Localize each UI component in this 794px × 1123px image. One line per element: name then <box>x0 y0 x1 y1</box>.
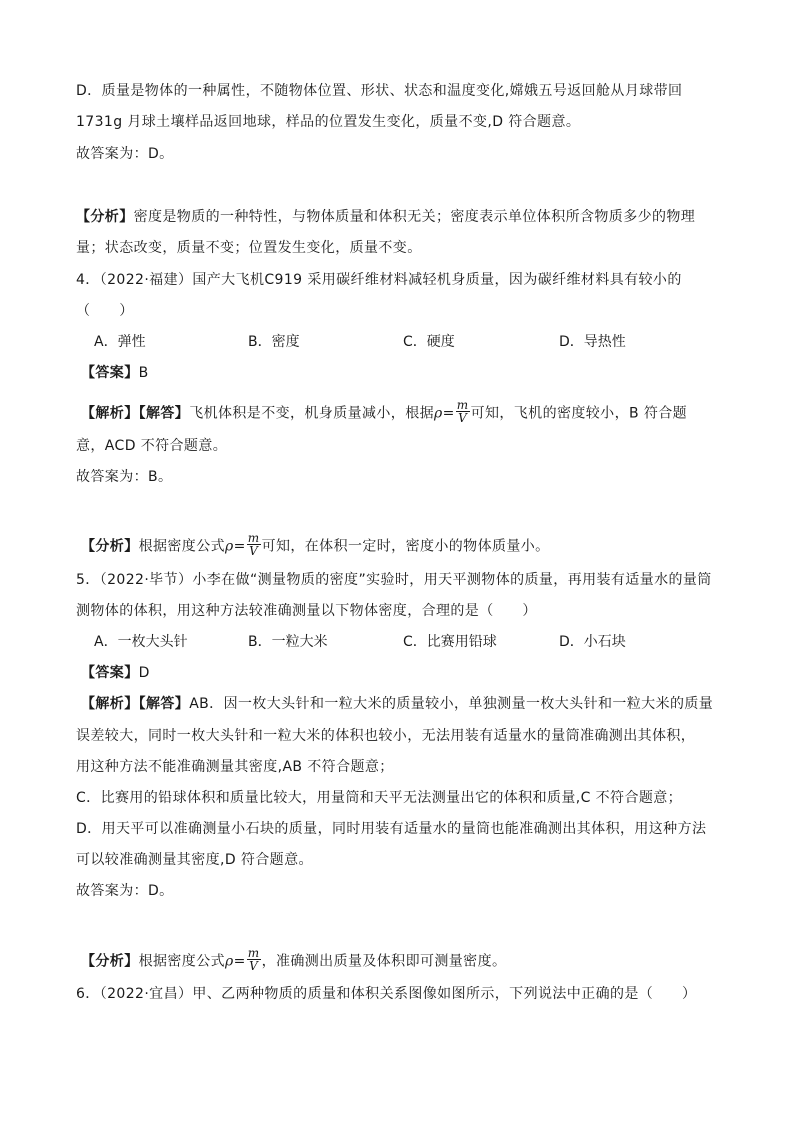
q3-option-d-line1: D．质量是物体的一种属性，不随物体位置、形状、状态和温度变化,嫦娥五号返回舱从月球带回 <box>76 83 683 99</box>
q4-option-b: B．密度 <box>248 334 300 350</box>
answer-tag: 【答案】 <box>81 365 139 381</box>
equals-sign: = <box>233 953 246 970</box>
fraction-denominator: V <box>458 411 468 425</box>
q4-analysis <box>81 531 550 558</box>
q3-analysis-line1 <box>76 207 695 227</box>
q5-option-c: C．比赛用铅球 <box>403 634 497 650</box>
fraction-numerator: m <box>247 531 260 545</box>
analysis-tag: 【分析】 <box>81 953 139 970</box>
analysis-tag: 【分析】 <box>76 209 134 225</box>
density-fraction <box>247 947 261 972</box>
jiexi-tag: 【解析】【解答】 <box>81 405 190 422</box>
q5-jiexi-line4: C．比赛用的铅球体积和质量比较大，用量筒和天平无法测量出它的体积和质量,C 不符合题意； <box>76 790 683 806</box>
q4-option-a: A．弹性 <box>94 334 146 350</box>
q5-option-b: B．一粒大米 <box>248 634 328 650</box>
density-symbol: ρ <box>434 405 443 422</box>
q5-jiexi-line5: D．用天平可以准确测量小石块的质量，同时用装有适量水的量筒也能准确测出其体积，用这种方法 <box>76 821 707 837</box>
q5-jiexi-line3: 用这种方法不能准确测量其密度,AB 不符合题意； <box>76 759 394 775</box>
q5-analysis <box>81 946 507 973</box>
q3-option-d-line2: 1731g 月球土壤样品返回地球，样品的位置发生变化，质量不变,D 符合题意。 <box>76 114 581 130</box>
jiexi-text-pre: 飞机体积是不变，机身质量减小，根据 <box>189 405 435 422</box>
fraction-denominator: V <box>249 959 259 973</box>
density-symbol: ρ <box>225 953 234 970</box>
q5-option-a: A．一枚大头针 <box>94 634 188 650</box>
q3-analysis-line2: 量；状态改变，质量不变；位置发生变化，质量不变。 <box>76 240 422 256</box>
equals-sign: = <box>442 405 455 422</box>
jiexi-tag: 【解析】【解答】 <box>81 696 190 712</box>
q4-jiexi-line1 <box>81 398 688 425</box>
density-symbol: ρ <box>225 538 234 555</box>
q5-jiexi-line6: 可以较准确测量其密度,D 符合题意。 <box>76 852 313 868</box>
analysis-text: 密度是物质的一种特性，与物体质量和体积无关；密度表示单位体积所含物质多少的物理 <box>133 209 696 225</box>
q5-option-d: D．小石块 <box>559 634 626 650</box>
analysis-text-pre: 根据密度公式 <box>138 538 226 555</box>
jiexi-text: AB．因一枚大头针和一粒大米的质量较小，单独测量一枚大头针和一粒大米的质量 <box>189 696 714 712</box>
analysis-tag: 【分析】 <box>81 538 139 555</box>
q4-jiexi-line2: 意，ACD 不符合题意。 <box>76 438 228 454</box>
answer-tag: 【答案】 <box>81 665 139 681</box>
q4-option-c: C．硬度 <box>403 334 455 350</box>
q4-stem-line1: 4．（2022·福建）国产大飞机C919 采用碳纤维材料减轻机身质量，因为碳纤维材料具有较小的 <box>76 272 682 288</box>
equals-sign: = <box>233 538 246 555</box>
density-fraction <box>247 532 261 557</box>
q5-jiexi-line1 <box>81 694 713 714</box>
jiexi-text-post: 可知，飞机的密度较小，B 符合题 <box>470 405 688 422</box>
q5-final-answer: 故答案为：D。 <box>76 883 174 899</box>
q4-answer <box>81 363 149 383</box>
fraction-denominator: V <box>249 544 259 558</box>
q5-stem-line2: 测物体的体积，用这种方法较准确测量以下物体密度，合理的是（ ） <box>76 603 537 619</box>
analysis-text-post: ，准确测出质量及体积即可测量密度。 <box>261 953 507 970</box>
answer-value: B <box>138 365 149 381</box>
q3-final-answer: 故答案为：D。 <box>76 146 174 162</box>
fraction-numerator: m <box>247 946 260 960</box>
q4-stem-line2: （ ） <box>76 303 134 319</box>
analysis-text-pre: 根据密度公式 <box>138 953 226 970</box>
q4-final-answer: 故答案为：B。 <box>76 469 173 485</box>
answer-value: D <box>138 665 150 681</box>
q5-answer <box>81 663 150 683</box>
analysis-text-post: 可知，在体积一定时，密度小的物体质量小。 <box>261 538 550 555</box>
density-fraction <box>456 399 470 424</box>
q6-stem-line1: 6．（2022·宜昌）甲、乙两种物质的质量和体积关系图像如图所示，下列说法中正确的是（ ） <box>76 986 697 1002</box>
q5-jiexi-line2: 误差较大，同时一枚大头针和一粒大米的体积也较小，无法用装有适量水的量筒准确测出其体积， <box>76 728 696 744</box>
q4-option-d: D．导热性 <box>559 334 626 350</box>
q5-stem-line1: 5．（2022·毕节）小李在做“测量物质的密度”实验时，用天平测物体的质量，再用装有适量水的量筒 <box>76 572 712 588</box>
fraction-numerator: m <box>456 398 469 412</box>
